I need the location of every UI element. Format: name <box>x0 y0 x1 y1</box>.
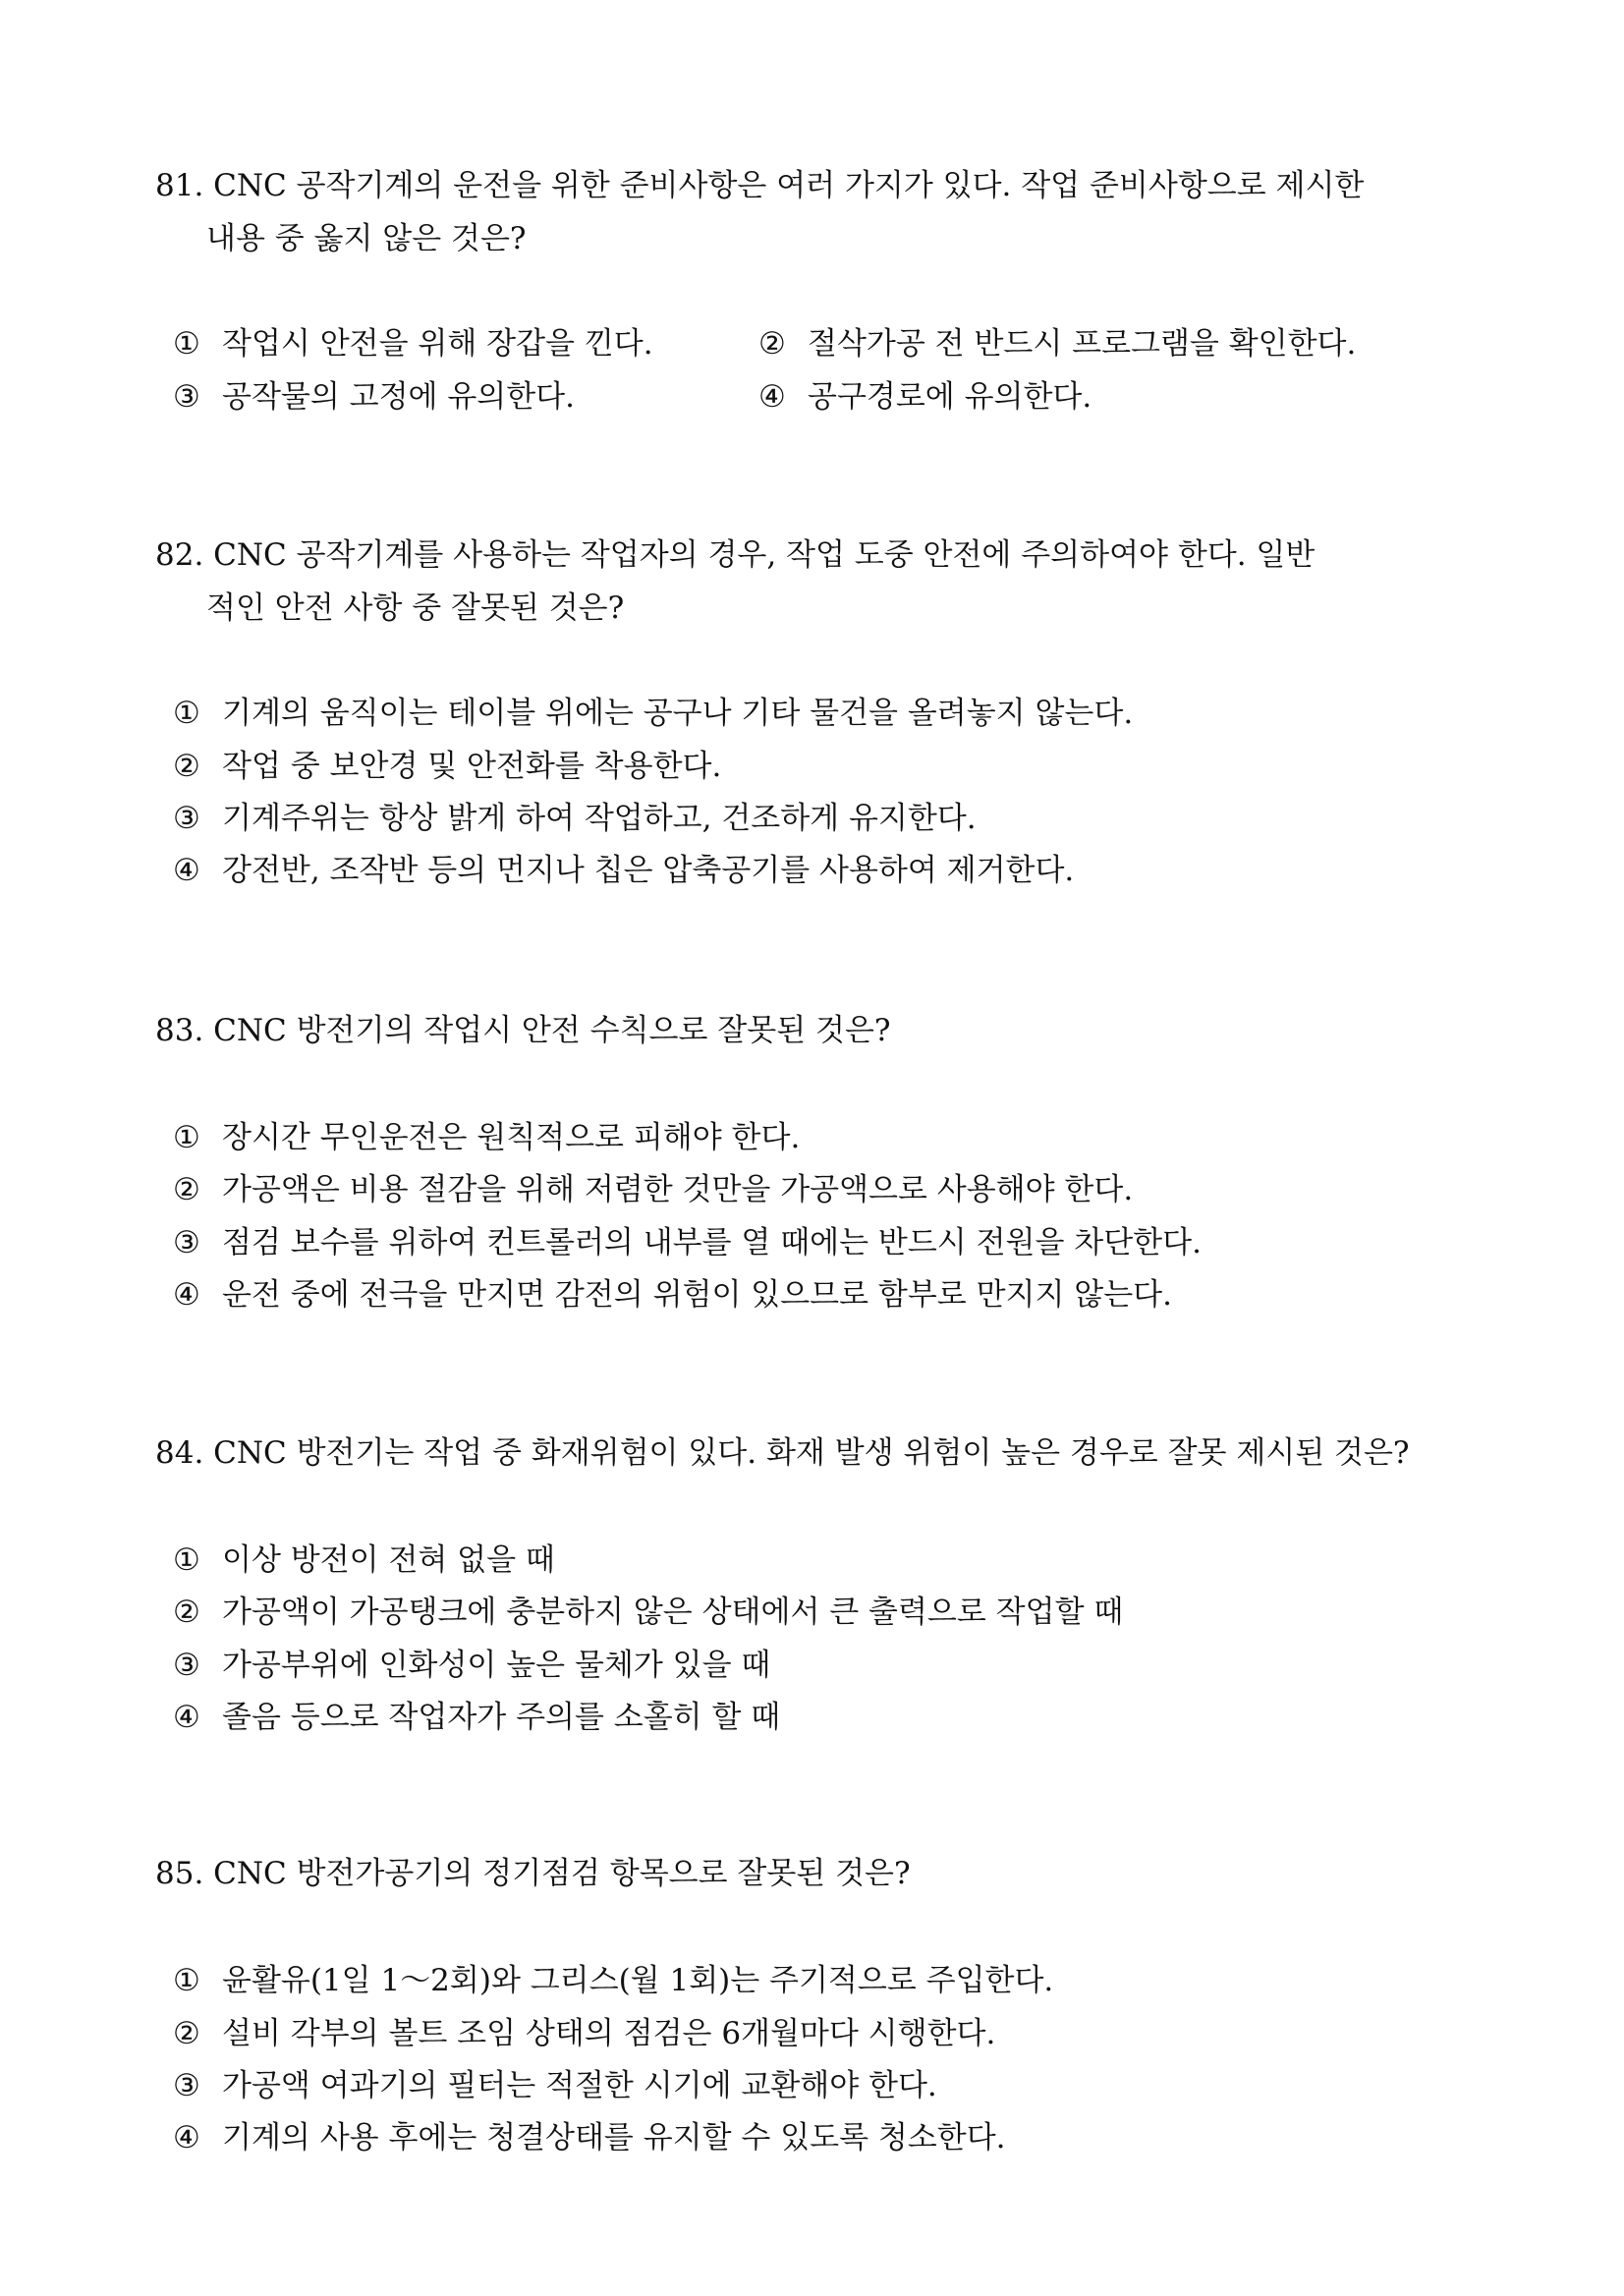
option-text: 점검 보수를 위하여 컨트롤러의 내부를 열 때에는 반드시 전원을 차단한다. <box>222 1225 1202 1260</box>
option-text: 졸음 등으로 작업자가 주의를 소홀히 할 때 <box>222 1700 781 1735</box>
q85-option-4 <box>173 2118 1006 2157</box>
option-mark: ④ <box>173 853 200 888</box>
q81-option-2 <box>758 324 1356 364</box>
question-text-line2: 적인 안전 사항 중 잘못된 것은? <box>206 590 625 626</box>
q84-option-2 <box>173 1593 1123 1632</box>
option-text: 장시간 무인운전은 원칙적으로 피해야 한다. <box>222 1120 801 1155</box>
q84-option-3 <box>173 1646 770 1685</box>
question-number: 85. <box>155 1856 204 1891</box>
option-text: 작업시 안전을 위해 장갑을 낀다. <box>222 326 653 362</box>
question-number: 84. <box>155 1435 204 1471</box>
q84-option-4 <box>173 1698 780 1737</box>
option-mark: ② <box>758 326 786 362</box>
question-81-stem <box>155 159 1491 265</box>
question-text-line2: 내용 중 옳지 않은 것은? <box>206 221 527 256</box>
q83-option-1 <box>173 1118 800 1157</box>
option-mark: ④ <box>173 1700 200 1735</box>
option-text: 공작물의 고정에 유의한다. <box>222 379 575 415</box>
question-83-stem <box>155 1004 1491 1057</box>
option-text: 설비 각부의 볼트 조임 상태의 점검은 6개월마다 시행한다. <box>222 2016 996 2051</box>
option-text: 기계주위는 항상 밝게 하여 작업하고, 건조하게 유지한다. <box>222 801 977 836</box>
q82-option-4 <box>173 851 1074 890</box>
q85-option-1 <box>173 1961 1053 2000</box>
q83-option-4 <box>173 1275 1172 1315</box>
option-text: 절삭가공 전 반드시 프로그램을 확인한다. <box>808 326 1357 362</box>
option-mark: ② <box>173 1595 200 1630</box>
question-85-stem <box>155 1847 1491 1900</box>
option-text: 기계의 사용 후에는 청결상태를 유지할 수 있도록 청소한다. <box>222 2120 1006 2156</box>
option-mark: ③ <box>173 801 200 836</box>
option-text: 가공부위에 인화성이 높은 물체가 있을 때 <box>222 1648 771 1683</box>
question-text-line1: CNC 방전기의 작업시 안전 수칙으로 잘못된 것은? <box>213 1013 891 1048</box>
option-text: 작업 중 보안경 및 안전화를 착용한다. <box>222 749 722 784</box>
q83-option-2 <box>173 1170 1133 1209</box>
option-mark: ④ <box>173 1277 200 1313</box>
option-mark: ③ <box>173 379 200 415</box>
option-mark: ③ <box>173 2068 200 2103</box>
question-text-line1: CNC 공작기계를 사용하는 작업자의 경우, 작업 도중 안전에 주의하여야 한다. 일반 <box>213 537 1316 573</box>
option-mark: ② <box>173 1172 200 1207</box>
option-mark: ② <box>173 2016 200 2051</box>
question-84-stem <box>155 1427 1491 1480</box>
option-text: 기계의 움직이는 테이블 위에는 공구나 기타 물건을 올려놓지 않는다. <box>222 696 1134 731</box>
option-text: 공구경로에 유의한다. <box>808 379 1092 415</box>
option-text: 운전 중에 전극을 만지면 감전의 위험이 있으므로 함부로 만지지 않는다. <box>222 1277 1172 1313</box>
option-mark: ① <box>173 1963 200 1998</box>
q85-option-2 <box>173 2014 995 2053</box>
q85-option-3 <box>173 2066 937 2105</box>
q81-option-3 <box>173 377 575 417</box>
q82-option-1 <box>173 694 1133 733</box>
option-mark: ③ <box>173 1225 200 1260</box>
q82-option-3 <box>173 799 977 838</box>
option-mark: ① <box>173 326 200 362</box>
question-number: 82. <box>155 537 204 573</box>
option-text: 가공액은 비용 절감을 위해 저렴한 것만을 가공액으로 사용해야 한다. <box>222 1172 1134 1207</box>
question-text-line1: CNC 방전가공기의 정기점검 항목으로 잘못된 것은? <box>213 1856 911 1891</box>
option-mark: ④ <box>758 379 786 415</box>
option-text: 가공액이 가공탱크에 충분하지 않은 상태에서 큰 출력으로 작업할 때 <box>222 1595 1124 1630</box>
q81-option-1 <box>173 324 653 364</box>
option-text: 윤활유(1일 1～2회)와 그리스(월 1회)는 주기적으로 주입한다. <box>222 1963 1054 1998</box>
option-text: 가공액 여과기의 필터는 적절한 시기에 교환해야 한다. <box>222 2068 937 2103</box>
option-mark: ② <box>173 749 200 784</box>
q84-option-1 <box>173 1540 555 1580</box>
question-number: 83. <box>155 1013 204 1048</box>
option-mark: ③ <box>173 1648 200 1683</box>
q83-option-3 <box>173 1223 1202 1262</box>
option-text: 이상 방전이 전혀 없을 때 <box>222 1542 555 1578</box>
question-82-stem <box>155 529 1491 635</box>
q82-option-2 <box>173 747 721 786</box>
option-text: 강전반, 조작반 등의 먼지나 칩은 압축공기를 사용하여 제거한다. <box>222 853 1075 888</box>
option-mark: ① <box>173 696 200 731</box>
option-mark: ① <box>173 1120 200 1155</box>
option-mark: ④ <box>173 2120 200 2156</box>
option-mark: ① <box>173 1542 200 1578</box>
q81-option-4 <box>758 377 1092 417</box>
question-text-line1: CNC 공작기계의 운전을 위한 준비사항은 여러 가지가 있다. 작업 준비사항으로 제시한 <box>213 168 1365 203</box>
question-number: 81. <box>155 168 204 203</box>
question-text-line1: CNC 방전기는 작업 중 화재위험이 있다. 화재 발생 위험이 높은 경우로 잘못 제시된 것은? <box>213 1435 1410 1471</box>
